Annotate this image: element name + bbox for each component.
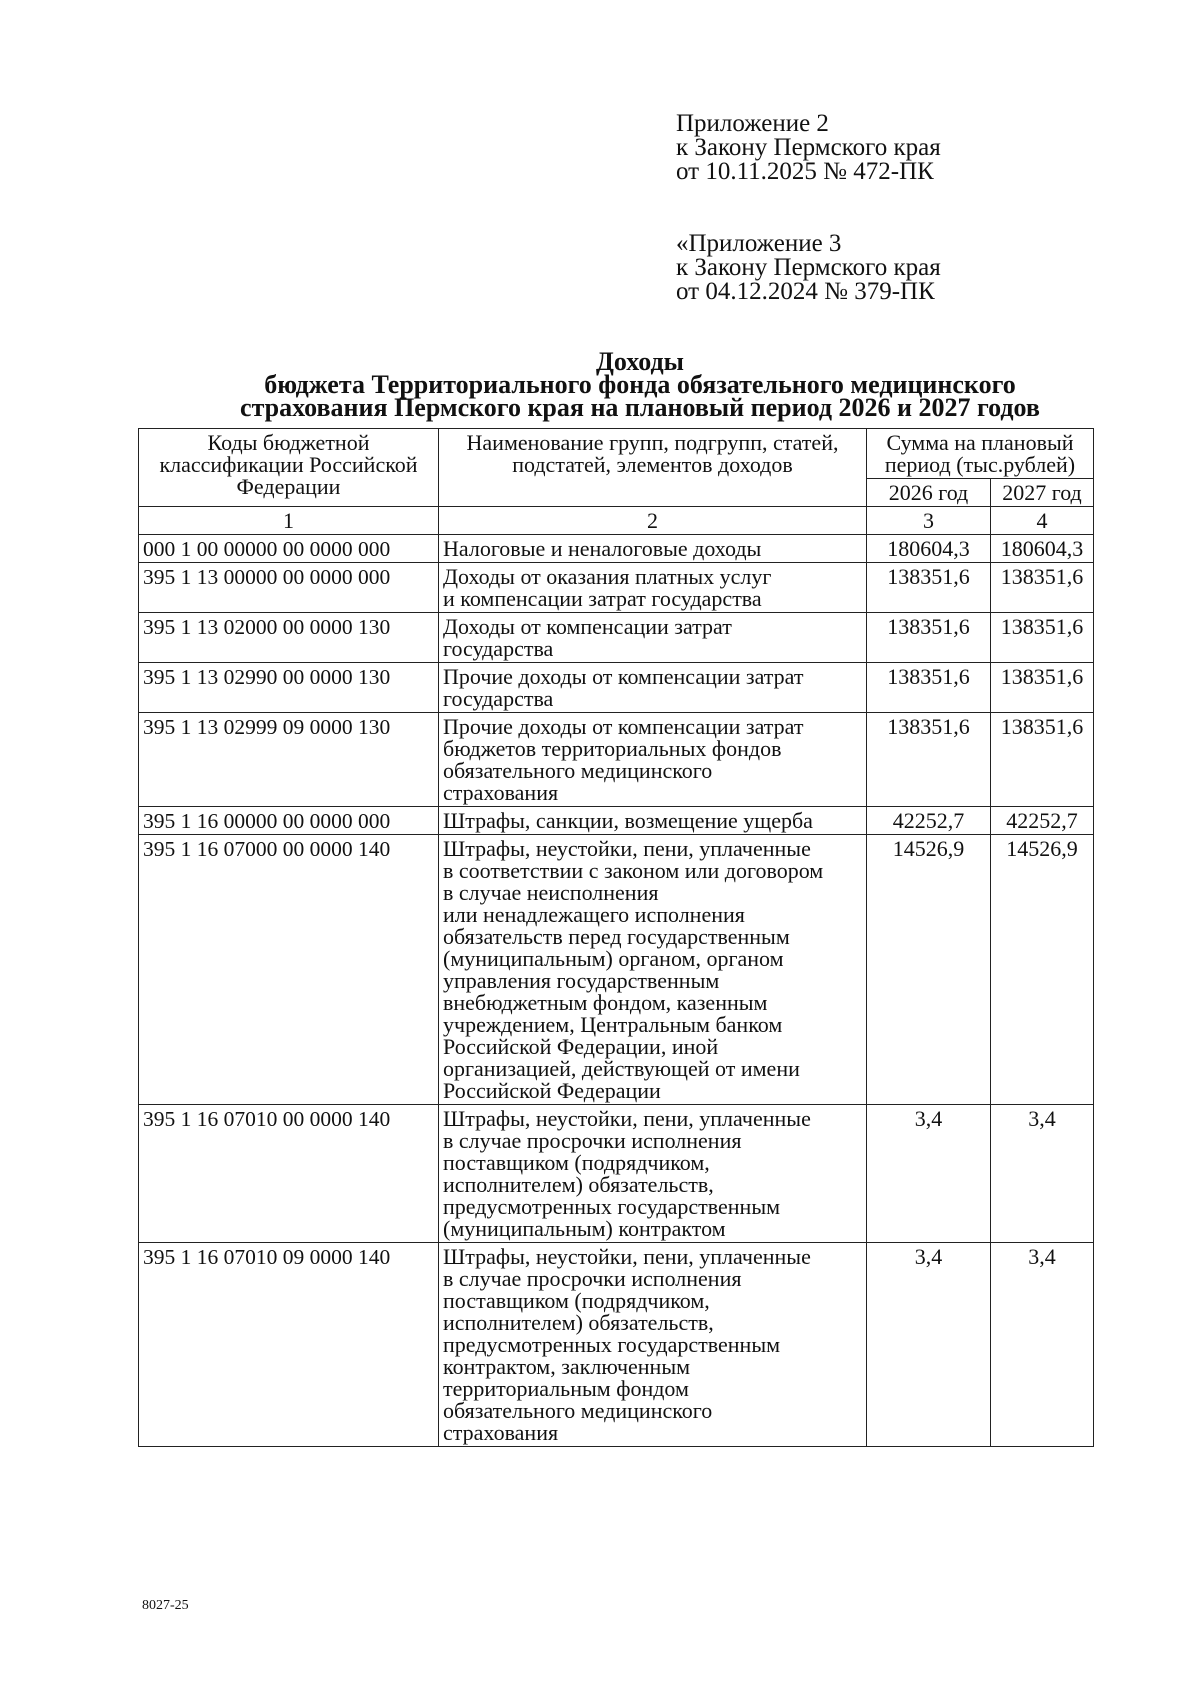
table-row (139, 807, 1094, 835)
row-value-2026: 138351,6 (867, 563, 991, 613)
row-value-2027: 138351,6 (991, 563, 1094, 613)
header-code: Коды бюджетной классификации Российской Федерации (139, 429, 439, 507)
annex-current-line1: Приложение 2 (676, 110, 829, 137)
row-value-2027: 138351,6 (991, 713, 1094, 807)
row-name: Штрафы, неустойки, пени, уплаченные в соответствии с законом или договором в случае неисполнения или ненадлежащего исполнения обязательств перед государственным (муниципальным) органом, органом управления государственным внебюджетным фондом, казенным учреждением, Центральным банком Российской Федерации, иной организацией, действующей от имени Российской Федерации (439, 835, 867, 1105)
annex-amended-line3: от 04.12.2024 № 379-ПК (676, 278, 935, 305)
row-value-2026: 42252,7 (867, 807, 991, 835)
document-title (140, 347, 1140, 422)
header-sum: Сумма на плановый период (тыс.рублей) (867, 429, 1094, 479)
row-code: 395 1 16 00000 00 0000 000 (139, 807, 439, 835)
row-value-2026: 14526,9 (867, 835, 991, 1105)
table-row (139, 563, 1094, 613)
row-code: 395 1 16 07000 00 0000 140 (139, 835, 439, 1105)
header-year-2026: 2026 год (867, 479, 991, 507)
row-value-2027: 14526,9 (991, 835, 1094, 1105)
row-value-2027: 42252,7 (991, 807, 1094, 835)
column-number: 2 (439, 507, 867, 535)
row-name: Налоговые и неналоговые доходы (439, 535, 867, 563)
row-name: Доходы от оказания платных услуг и компенсации затрат государства (439, 563, 867, 613)
row-value-2027: 138351,6 (991, 663, 1094, 713)
header-year-2027: 2027 год (991, 479, 1094, 507)
row-name: Доходы от компенсации затрат государства (439, 613, 867, 663)
title-line3: страхования Пермского края на плановый период 2026 и 2027 годов (240, 393, 1040, 422)
row-name: Штрафы, санкции, возмещение ущерба (439, 807, 867, 835)
row-value-2026: 180604,3 (867, 535, 991, 563)
row-name: Прочие доходы от компенсации затрат государства (439, 663, 867, 713)
row-code: 395 1 13 02000 00 0000 130 (139, 613, 439, 663)
row-code: 395 1 13 02999 09 0000 130 (139, 713, 439, 807)
row-value-2026: 3,4 (867, 1105, 991, 1243)
annex-amended-line1: «Приложение 3 (676, 230, 842, 257)
table-row (139, 713, 1094, 807)
column-number: 1 (139, 507, 439, 535)
annex-amended-reference (676, 232, 941, 304)
row-value-2027: 3,4 (991, 1105, 1094, 1243)
column-number: 3 (867, 507, 991, 535)
table-header-row (139, 429, 1094, 479)
column-numbers-row (139, 507, 1094, 535)
row-code: 395 1 13 02990 00 0000 130 (139, 663, 439, 713)
row-value-2026: 3,4 (867, 1243, 991, 1447)
row-code: 000 1 00 00000 00 0000 000 (139, 535, 439, 563)
row-value-2027: 3,4 (991, 1243, 1094, 1447)
row-code: 395 1 13 00000 00 0000 000 (139, 563, 439, 613)
annex-current-line2: к Закону Пермского края (676, 134, 941, 161)
row-value-2027: 180604,3 (991, 535, 1094, 563)
table-row (139, 1243, 1094, 1447)
table-row (139, 835, 1094, 1105)
table-body (139, 535, 1094, 1447)
row-code: 395 1 16 07010 00 0000 140 (139, 1105, 439, 1243)
document-code: 8027-25 (142, 1598, 189, 1613)
annex-current-line3: от 10.11.2025 № 472-ПК (676, 158, 934, 185)
row-name: Прочие доходы от компенсации затрат бюджетов территориальных фондов обязательного медицинского страхования (439, 713, 867, 807)
row-value-2027: 138351,6 (991, 613, 1094, 663)
row-value-2026: 138351,6 (867, 713, 991, 807)
revenue-table (138, 428, 1094, 1447)
row-name: Штрафы, неустойки, пени, уплаченные в случае просрочки исполнения поставщиком (подрядчиком, исполнителем) обязательств, предусмотренных государственным контрактом, заключенным территориальным фондом обязательного медицинского страхования (439, 1243, 867, 1447)
row-value-2026: 138351,6 (867, 663, 991, 713)
title-line2: бюджета Территориального фонда обязательного медицинского (264, 370, 1016, 399)
title-line1: Доходы (596, 347, 684, 376)
table-row (139, 613, 1094, 663)
table-row (139, 663, 1094, 713)
table-row (139, 535, 1094, 563)
header-name: Наименование групп, подгрупп, статей, подстатей, элементов доходов (439, 429, 867, 507)
row-value-2026: 138351,6 (867, 613, 991, 663)
row-name: Штрафы, неустойки, пени, уплаченные в случае просрочки исполнения поставщиком (подрядчиком, исполнителем) обязательств, предусмотренных государственным (муниципальным) контрактом (439, 1105, 867, 1243)
annex-current-reference (676, 112, 941, 184)
annex-amended-line2: к Закону Пермского края (676, 254, 941, 281)
column-number: 4 (991, 507, 1094, 535)
row-code: 395 1 16 07010 09 0000 140 (139, 1243, 439, 1447)
table-row (139, 1105, 1094, 1243)
